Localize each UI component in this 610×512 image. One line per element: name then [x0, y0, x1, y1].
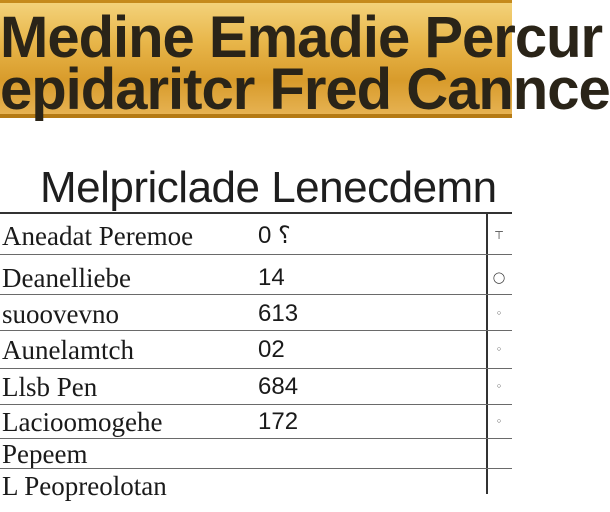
table-row: [0, 294, 512, 334]
table-row: [0, 330, 512, 370]
data-table: [0, 212, 512, 501]
row-label: Deanelliebe: [2, 263, 131, 293]
row-value: 684: [258, 373, 299, 400]
table-row: [0, 216, 512, 256]
row-value: 02: [258, 336, 285, 363]
table-rule: [0, 212, 512, 214]
row-value: 14: [258, 264, 285, 291]
row-value: 172: [258, 408, 299, 435]
row-label: Llsb Pen: [2, 372, 98, 402]
title-banner: [0, 0, 610, 122]
row-label: Pepeem: [2, 439, 88, 469]
row-label: L Peopreolotan: [2, 471, 167, 501]
table-row: [0, 258, 512, 298]
table-title: Melpriclade Lenecdemn: [40, 163, 497, 212]
row-mark-icon: ◦: [495, 415, 503, 428]
row-label: Aneadat Peremoe: [2, 221, 194, 251]
banner-title-line-1: Medine Emadie Percur: [0, 5, 603, 70]
row-mark-icon: ⊤: [494, 229, 504, 242]
row-value: 613: [258, 300, 299, 327]
row-mark-icon: ◯: [492, 271, 506, 284]
row-mark-icon: ◦: [495, 380, 503, 393]
table-row: [0, 367, 512, 407]
table-row: [0, 466, 512, 506]
row-label: Lacioomogehe: [2, 407, 163, 437]
row-value: 0 ⸮: [258, 222, 291, 249]
row-mark-icon: ◦: [495, 307, 503, 320]
row-mark-icon: ◦: [495, 343, 503, 356]
row-label: Aunelamtch: [2, 335, 134, 365]
banner-title-line-2: epidaritcr Fred Cannce: [0, 57, 610, 122]
table-rule: [0, 254, 512, 255]
row-label: suoovevno: [2, 299, 119, 329]
